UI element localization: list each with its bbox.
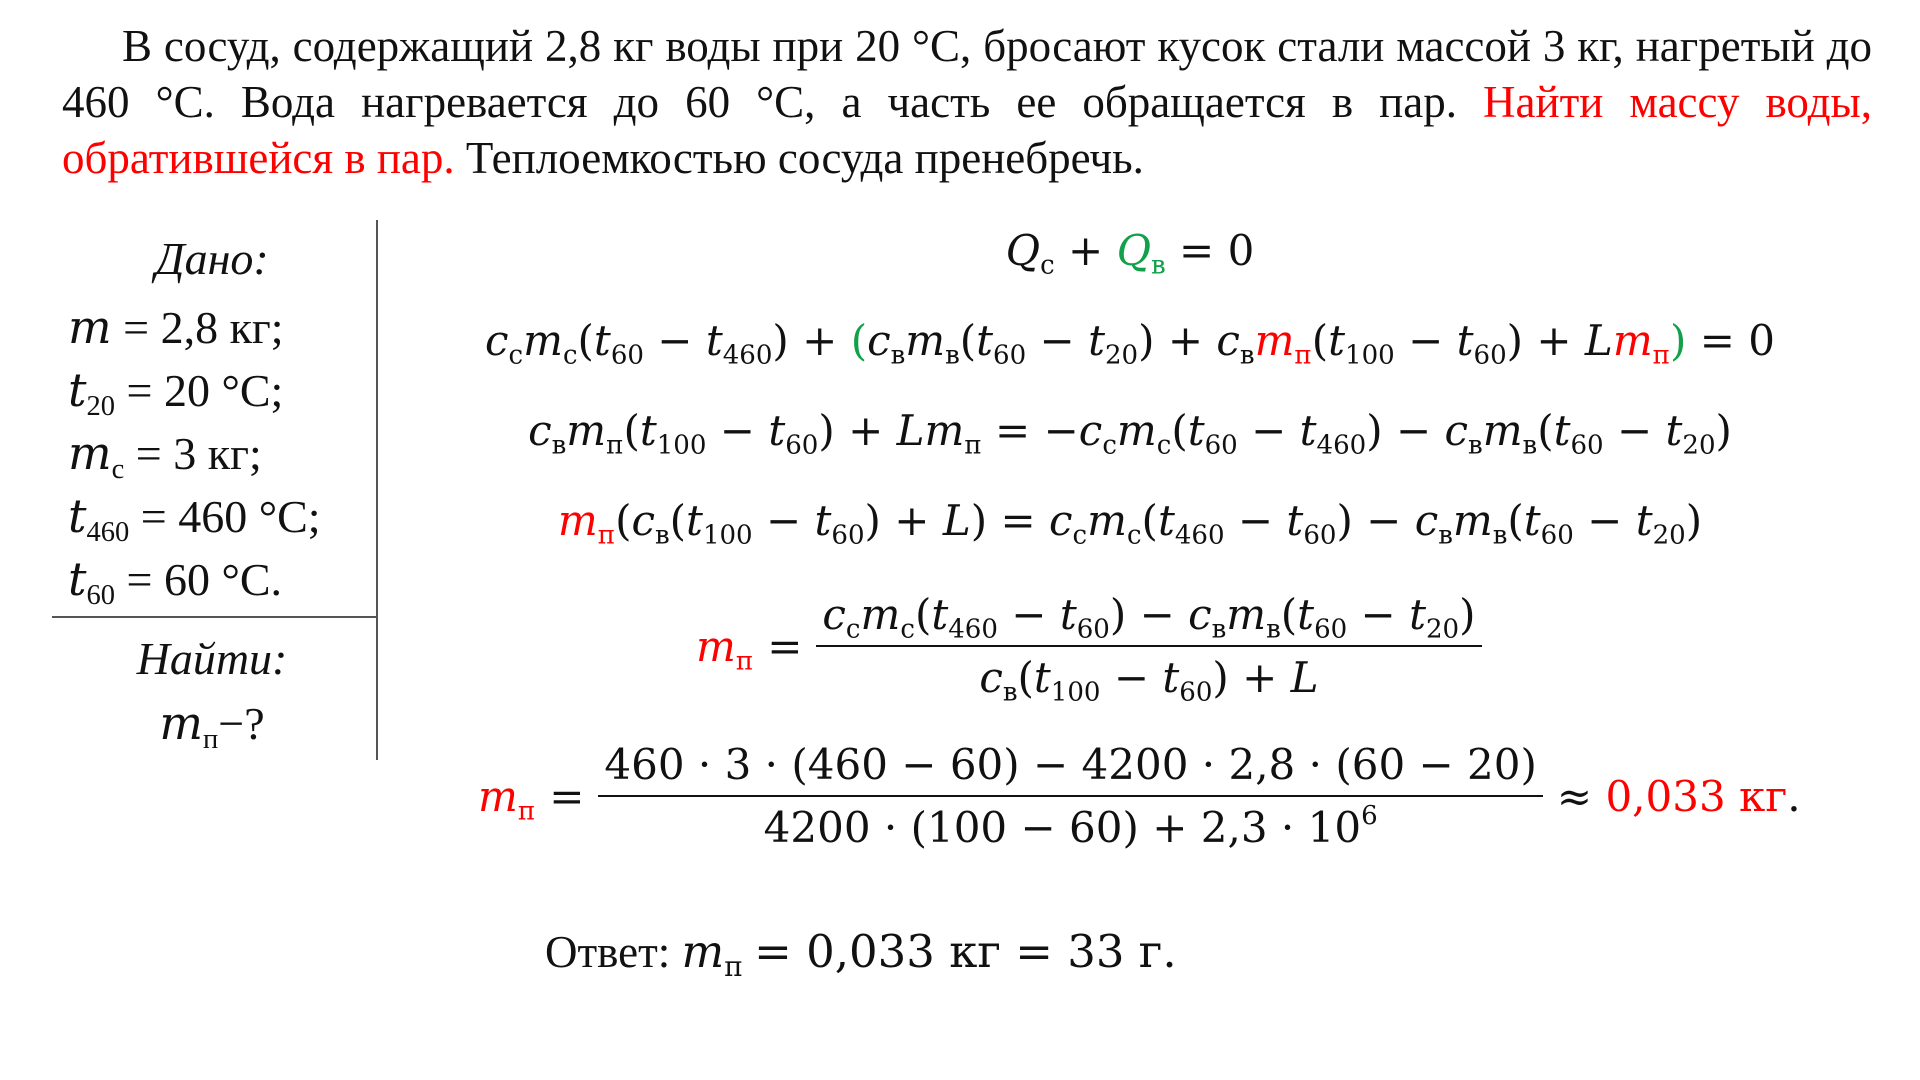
given-list (68, 296, 321, 611)
answer-line: Ответ: $m_п = 0,033$ кг = 33 г. (545, 925, 1177, 983)
approx-sign: ≈ (1556, 771, 1593, 821)
given-divider-vertical (376, 220, 378, 760)
given-item: $m_с = 3$ кг; (68, 426, 262, 486)
equation-factored: $m_п(c_в(t_{100} - t_{60}) + L) = c_сm_с(t_{460} - t_{60}) - c_вm_в(t_{60} - t_{20})$ (557, 496, 1703, 551)
given-item: m = 2,8 кг; (68, 300, 284, 354)
equation-rearranged: $c_вm_п(t_{100} - t_{60}) + Lm_п = -c_сm_с(t_{60} - t_{460}) - c_вm_в(t_{60} - t_{20})$ (528, 406, 1732, 461)
given-item: $t_{460} = 460$ °С; (68, 489, 321, 549)
answer-value: = 0,033 кг = 33 г. (754, 925, 1177, 978)
problem-note: Теплоемкостью сосуда пренебречь. (465, 133, 1144, 183)
given-divider-horizontal (52, 616, 376, 618)
equation-heat-balance: $Q_с + Q_в = 0$ (1005, 226, 1255, 281)
formula-fraction: $\frac{c_сm_с(t_{460} - t_{60}) - c_вm_в(t_{60} - t_{20})}{c_в(t_{100} - t_{60}) + L}$ (816, 590, 1481, 702)
given-title: Дано: (155, 233, 269, 284)
equation-formula: $m_п$ = $\frac{c_сm_с(t_{460} - t_{60}) - c_вm_в(t_{60} - t_{20})}{c_в(t_{100} - t_{60}) + L}$ (696, 590, 1496, 702)
equation-expanded: $c_сm_с(t_{60} - t_{460}) + (c_вm_в(t_{60} - t_{20}) + c_вm_п(t_{100} - t_{60}) + Lm_п) = 0$ (484, 316, 1776, 371)
problem-text: В сосуд, содержащий 2,8 кг воды при 20 °С, бросают кусок стали массой 3 кг, нагретый до 460 °С. Вода нагревается до 60 °С, а часть ее обращается в пар. (62, 21, 1872, 127)
answer-label: Ответ: (545, 927, 671, 977)
find-title: Найти: (136, 633, 288, 684)
problem-statement (62, 18, 1872, 186)
given-item: $t_{60} = 60$ °С. (68, 552, 283, 612)
problem-question: Найти массу воды, обратившейся в пар. (62, 77, 1872, 183)
numeric-fraction (598, 740, 1543, 852)
find-item: $m_п-$? (159, 696, 265, 756)
numeric-result: 0,033 кг (1605, 771, 1788, 821)
equation-numeric: $m_п$ = $\frac{460 \cdot 3 \cdot (460 - 60) - 4200 \cdot 2,8 \cdot (60 - 20)}{4200 \cdot (100 - 60) + 2,3 \cdot 10^6}$ ≈ 0,033 кг . (478, 740, 1801, 852)
numeric-denominator: $4200 \cdot (100 - 60) + 2,3 \cdot 10^6$ (763, 800, 1378, 852)
numeric-numerator: 460 · 3 · (460 − 60) − 4200 · 2,8 · (60 − 20) (598, 740, 1543, 797)
given-item: $t_{20} = 20$ °С; (68, 363, 284, 423)
